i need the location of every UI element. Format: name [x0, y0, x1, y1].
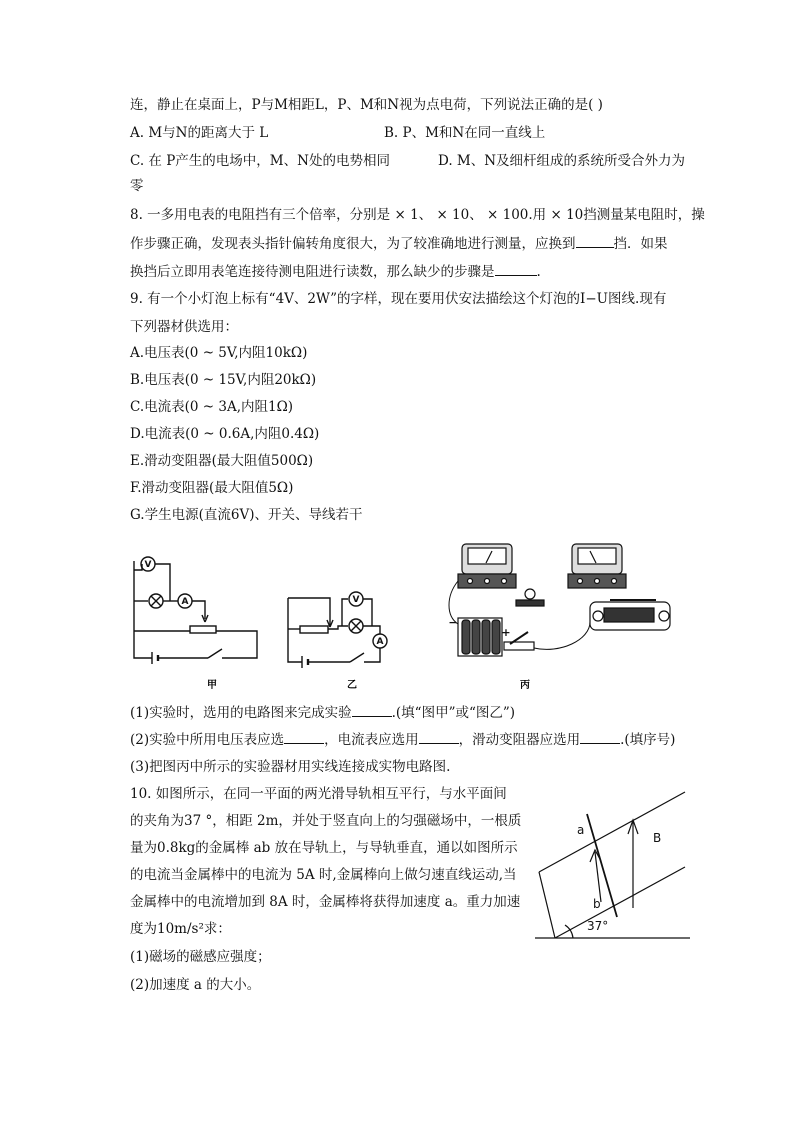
- q9-item-d: D.电流表(0 ~ 0.6A,内阻0.4Ω): [130, 426, 320, 442]
- q9-sub-1: [130, 703, 515, 722]
- circuit-jia-labels: [145, 560, 189, 607]
- q9-sub-2-text-2: ，电流表应选用: [324, 732, 419, 748]
- rod-end-b-label: b: [593, 897, 601, 911]
- q9-sub-2-tail: .(填序号): [620, 732, 676, 748]
- q7-option-d-continued: 零: [130, 178, 144, 194]
- yi-voltmeter-label: V: [352, 595, 360, 605]
- q8-line-3: [130, 262, 541, 281]
- q9-sub-3: (3)把图丙中所示的实验器材用实线连接成实物电路图.: [130, 759, 451, 775]
- rod-end-a-label: a: [577, 823, 585, 837]
- q9-line-1: 9. 有一个小灯泡上标有“4V、2W”的字样，现在要用伏安法描绘这个灯泡的I−U图线.现有: [130, 291, 667, 307]
- q9-sub-2: [130, 730, 675, 749]
- q7-option-a: A. M与N的距离大于 L: [130, 125, 269, 141]
- q9-sub-2-text-3: ，滑动变阻器应选用: [458, 732, 581, 748]
- circuit-yi-labels: [353, 595, 384, 647]
- q9-item-b: B.电压表(0 ~ 15V,内阻20kΩ): [130, 372, 317, 388]
- circuit-jia-diagram: [134, 557, 257, 664]
- q9-sub-1-tail: .(填“图甲”或“图乙”): [391, 705, 516, 721]
- q7-option-b: B. P、M和N在同一直线上: [384, 125, 546, 141]
- q8-line-2-tail: 挡．如果: [613, 236, 668, 252]
- circuit-yi-diagram: [288, 592, 387, 668]
- figure-yi-label: 乙: [347, 680, 357, 691]
- q8-line-2-text: 作步骤正确，发现表头指针偏转角度很大，为了较准确地进行测量，应换到: [130, 236, 576, 252]
- q9-item-f: F.滑动变阻器(最大阻值5Ω): [130, 480, 294, 496]
- q7-option-d: D. M、N及细杆组成的系统所受合外力为: [438, 153, 686, 169]
- q9-sub-2-blank-ammeter[interactable]: [419, 730, 459, 744]
- q9-sub-1-blank[interactable]: [352, 703, 392, 717]
- q7-option-c: C. 在 P产生的电场中，M、N处的电势相同: [130, 153, 390, 169]
- figure-jia-label: 甲: [207, 680, 217, 691]
- q10-sub-2: (2)加速度 a 的大小。: [130, 977, 261, 993]
- q10-line-2: 的夹角为37 °，相距 2m，并处于竖直向上的匀强磁场中，一根质: [130, 813, 522, 829]
- q10-line-5: 金属棒中的电流增加到 8A 时，金属棒将获得加速度 a。重力加速: [130, 894, 521, 910]
- q9-sub-2-text-1: (2)实验中所用电压表应选: [130, 732, 285, 748]
- q9-line-2: 下列器材供选用：: [130, 319, 238, 335]
- q8-line-2: [130, 234, 668, 253]
- incline-angle-label: 37°: [587, 919, 609, 933]
- jia-ammeter-label: A: [181, 597, 189, 607]
- q9-sub-2-blank-rheostat[interactable]: [580, 730, 620, 744]
- q8-line-1: 8. 一多用电表的电阻挡有三个倍率，分别是 × 1、 × 10、 × 100.用 × 10挡测量某电阻时，操: [130, 207, 705, 223]
- q7-stem: 连，静止在桌面上，P与M相距L，P、M和N视为点电荷，下列说法正确的是( ): [130, 97, 603, 113]
- q9-figures: [120, 536, 700, 696]
- q10-line-1: 10. 如图所示，在同一平面的两光滑导轨相互平行，与水平面间: [130, 786, 507, 802]
- apparatus-bing-drawing: [458, 544, 670, 656]
- q10-sub-1: (1)磁场的磁感应强度；: [130, 949, 271, 965]
- battery-plus-label: +: [501, 626, 511, 639]
- battery-minus-label: −: [448, 616, 458, 629]
- q8-line-3-tail: .: [536, 264, 541, 280]
- q9-item-a: A.电压表(0 ~ 5V,内阻10kΩ): [130, 345, 308, 361]
- q9-item-c: C.电流表(0 ~ 3A,内阻1Ω): [130, 399, 294, 415]
- q9-sub-2-blank-voltmeter[interactable]: [284, 730, 324, 744]
- q10-rails-figure: [535, 782, 695, 942]
- q8-answer-blank-2[interactable]: [495, 262, 537, 276]
- jia-voltmeter-label: V: [144, 560, 152, 570]
- q9-sub-1-text: (1)实验时，选用的电路图来完成实验: [130, 705, 352, 721]
- q9-item-e: E.滑动变阻器(最大阻值500Ω): [130, 453, 314, 469]
- q8-line-3-text: 换挡后立即用表笔连接待测电阻进行读数，那么缺少的步骤是: [130, 264, 495, 280]
- q8-answer-blank-1[interactable]: [576, 234, 614, 248]
- q10-line-3: 量为0.8kg的金属棒 ab 放在导轨上，与导轨垂直，通以如图所示: [130, 840, 518, 856]
- magnetic-field-b-label: B: [653, 831, 662, 845]
- figure-bing-label: 丙: [520, 680, 530, 691]
- yi-ammeter-label: A: [376, 637, 384, 647]
- q10-line-4: 的电流当金属棒中的电流为 5A 时,金属棒向上做匀速直线运动,当: [130, 867, 517, 883]
- q10-line-6: 度为10m/s²求：: [130, 921, 231, 937]
- q9-item-g: G.学生电源(直流6V)、开关、导线若干: [130, 507, 363, 523]
